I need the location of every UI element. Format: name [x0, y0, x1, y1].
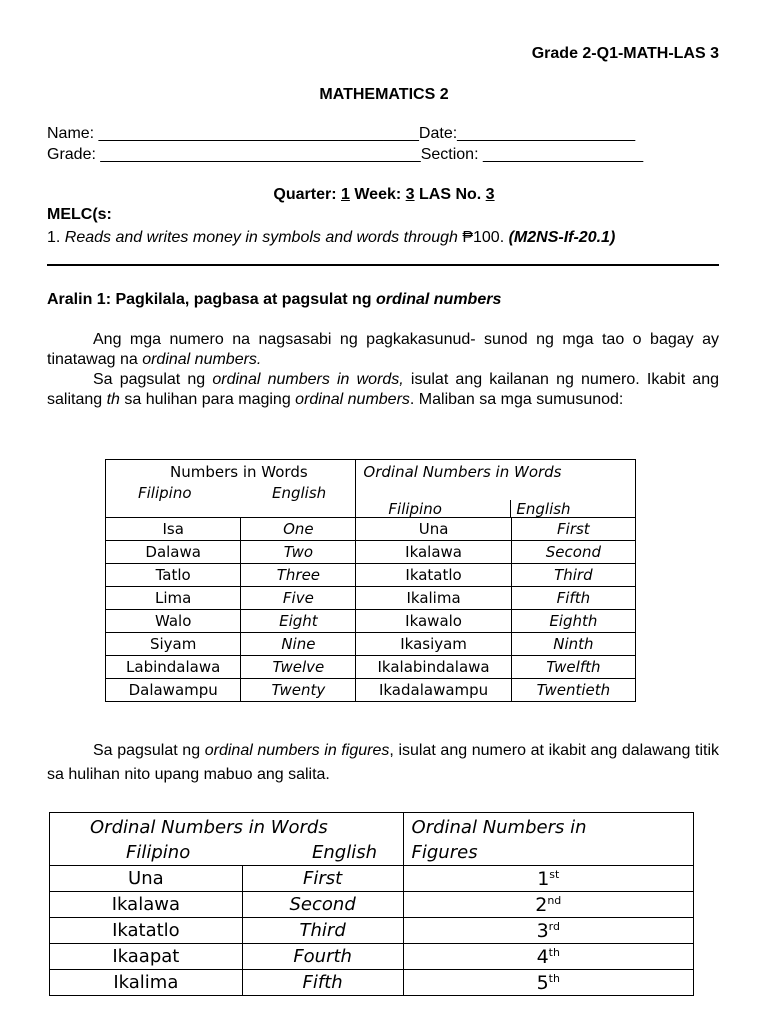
table1-cell-filipino: Lima	[106, 587, 241, 610]
document-code: Grade 2-Q1-MATH-LAS 3	[531, 45, 719, 62]
table1-row	[106, 656, 636, 679]
quarter-value: 1	[341, 186, 350, 203]
table1-header-ordinals	[356, 460, 636, 518]
paragraph-1-text: Ang mga numero na nagsasabi ng pagkakasunud- sunod ng mga tao o bagay ay tinatawag na	[47, 331, 719, 368]
divider-rule	[47, 264, 719, 266]
table1-row	[106, 679, 636, 702]
melc-period: .	[499, 229, 509, 246]
table2-cell-filipino: Ikalima	[50, 970, 243, 996]
table2-cell-figure	[403, 866, 693, 892]
ordinal-number: 3	[536, 919, 549, 942]
table2-cell-english: Third	[242, 918, 403, 944]
table1-cell-english: Nine	[241, 633, 356, 656]
table2-cell-figure	[403, 918, 693, 944]
melc-amount: ₱100	[462, 229, 500, 246]
table2-cell-figure	[403, 892, 693, 918]
table1-cell-ordinal-english: Twelfth	[511, 656, 635, 679]
table1-cell-ordinal-filipino: Ikatatlo	[356, 564, 511, 587]
table1-cell-ordinal-english: Twentieth	[511, 679, 635, 702]
table1-h-filipino: Filipino	[138, 484, 192, 502]
table1-cell-english: Two	[241, 541, 356, 564]
table1-cell-filipino: Tatlo	[106, 564, 241, 587]
table1-row	[106, 518, 636, 541]
table2-cell-figure	[403, 970, 693, 996]
table2-cell-english: First	[242, 866, 403, 892]
table1-cell-english: One	[241, 518, 356, 541]
table1-row	[106, 610, 636, 633]
table2-cell-english: Fourth	[242, 944, 403, 970]
paragraph-2-italic-b: ordinal numbers in words,	[212, 371, 404, 388]
table2-row	[50, 944, 694, 970]
table2-group2-line2: Figures	[411, 842, 478, 863]
week-value: 3	[405, 186, 415, 203]
table1-cell-english: Eight	[241, 610, 356, 633]
table2-cell-filipino: Ikalawa	[50, 892, 243, 918]
table1-cell-english: Twelve	[241, 656, 356, 679]
table1-cell-ordinal-filipino: Una	[356, 518, 511, 541]
table1-cell-ordinal-english: Ninth	[511, 633, 635, 656]
table2-group1-label: Ordinal Numbers in Words	[90, 817, 328, 838]
table1-cell-ordinal-filipino: Ikadalawampu	[356, 679, 511, 702]
table2-row	[50, 918, 694, 944]
ordinal-suffix: th	[548, 945, 560, 959]
melc-text: Reads and writes money in symbols and words through	[64, 229, 463, 246]
melc-heading: MELC(s:	[47, 206, 112, 223]
table2-h-english: English	[312, 842, 377, 863]
table1-row	[106, 564, 636, 587]
table1-cell-ordinal-english: First	[511, 518, 635, 541]
table1-cell-english: Twenty	[241, 679, 356, 702]
paragraph-3-text-a: Sa pagsulat ng	[93, 742, 205, 759]
paragraph-3-italic-b: ordinal numbers in figures	[204, 742, 390, 759]
paragraph-3	[47, 739, 719, 787]
paragraph-1	[47, 330, 719, 369]
table1-cell-english: Five	[241, 587, 356, 610]
table1-cell-english: Three	[241, 564, 356, 587]
table1-cell-filipino: Dalawampu	[106, 679, 241, 702]
table2-cell-english: Second	[242, 892, 403, 918]
grade-section-line[interactable]: Grade: ____________________________________Section: __________________	[47, 146, 644, 163]
table2-row	[50, 970, 694, 996]
table2-cell-filipino: Una	[50, 866, 243, 892]
table2-cell-figure	[403, 944, 693, 970]
ordinal-words-table	[105, 459, 636, 702]
las-value: 3	[485, 186, 495, 203]
table1-cell-ordinal-filipino: Ikalawa	[356, 541, 511, 564]
paragraph-1-italic: ordinal numbers.	[142, 350, 262, 368]
table1-group2-label: Ordinal Numbers in Words	[363, 463, 562, 481]
table1-cell-filipino: Dalawa	[106, 541, 241, 564]
ordinal-figures-table	[49, 812, 694, 996]
table1-h-english-2: English	[516, 500, 571, 518]
lesson-title	[47, 291, 501, 309]
ordinal-suffix: nd	[547, 893, 562, 907]
table1-cell-ordinal-english: Second	[511, 541, 635, 564]
paragraph-2-italic-f: ordinal numbers	[295, 390, 410, 408]
ordinal-suffix: rd	[548, 919, 560, 933]
page-title: MATHEMATICS 2	[319, 86, 449, 103]
lesson-title-italic: ordinal numbers	[375, 291, 502, 308]
table1-cell-ordinal-filipino: Ikasiyam	[356, 633, 511, 656]
quarter-line	[0, 186, 768, 204]
table1-cell-ordinal-english: Eighth	[511, 610, 635, 633]
table1-cell-filipino: Labindalawa	[106, 656, 241, 679]
table1-cell-ordinal-filipino: Ikalima	[356, 587, 511, 610]
table2-cell-english: Fifth	[242, 970, 403, 996]
table1-cell-ordinal-filipino: Ikawalo	[356, 610, 511, 633]
paragraph-2-text-e: sa hulihan para maging	[119, 390, 296, 408]
table1-h-filipino-2: Filipino	[388, 500, 442, 518]
table1-row	[106, 633, 636, 656]
table2-header-figures	[403, 813, 693, 866]
table2-group2-line1: Ordinal Numbers in	[411, 817, 587, 838]
quarter-label: Quarter:	[273, 186, 341, 203]
ordinal-suffix: st	[549, 867, 560, 881]
table1-cell-filipino: Siyam	[106, 633, 241, 656]
las-label: LAS No.	[414, 186, 486, 203]
paragraph-2-text-g: . Maliban sa mga sumusunod:	[409, 390, 624, 408]
table1-cell-ordinal-english: Third	[511, 564, 635, 587]
ordinal-number: 5	[536, 971, 549, 994]
table1-group1-label: Numbers in Words	[170, 463, 308, 481]
table1-cell-ordinal-english: Fifth	[511, 587, 635, 610]
paragraph-2-text-c: isulat ang kailanan ng numero. Ikabit ang salitang	[47, 371, 720, 408]
table1-cell-ordinal-filipino: Ikalabindalawa	[356, 656, 511, 679]
paragraph-2	[47, 370, 719, 409]
ordinal-suffix: th	[548, 971, 560, 985]
table1-row	[106, 587, 636, 610]
table2-h-filipino: Filipino	[126, 842, 191, 863]
lesson-title-text: Aralin 1: Pagkilala, pagbasa at pagsulat ng	[47, 291, 376, 308]
table1-header-numbers	[106, 460, 356, 518]
table2-cell-filipino: Ikaapat	[50, 944, 243, 970]
week-label: Week:	[349, 186, 406, 203]
melc-number: 1.	[47, 229, 65, 246]
ordinal-number: 1	[537, 867, 550, 890]
table1-cell-filipino: Isa	[106, 518, 241, 541]
melc-item	[47, 229, 615, 247]
melc-code: (M2NS-If-20.1)	[508, 229, 616, 246]
table1-row	[106, 541, 636, 564]
table2-header-words	[50, 813, 404, 866]
table2-row	[50, 866, 694, 892]
table2-row	[50, 892, 694, 918]
paragraph-2-text-a: Sa pagsulat ng	[93, 371, 213, 388]
paragraph-2-italic-d: th	[106, 390, 120, 408]
paragraph-3-text-c: , isulat ang numero at ikabit ang dalawang titik sa hulihan nito upang mabuo ang salita.	[47, 742, 719, 783]
table2-cell-filipino: Ikatatlo	[50, 918, 243, 944]
table1-cell-filipino: Walo	[106, 610, 241, 633]
table1-h-english: English	[272, 484, 327, 502]
name-date-line[interactable]: Name: ____________________________________Date:____________________	[47, 125, 636, 142]
ordinal-number: 4	[536, 945, 549, 968]
ordinal-number: 2	[535, 893, 548, 916]
table1-header-divider	[510, 500, 511, 517]
